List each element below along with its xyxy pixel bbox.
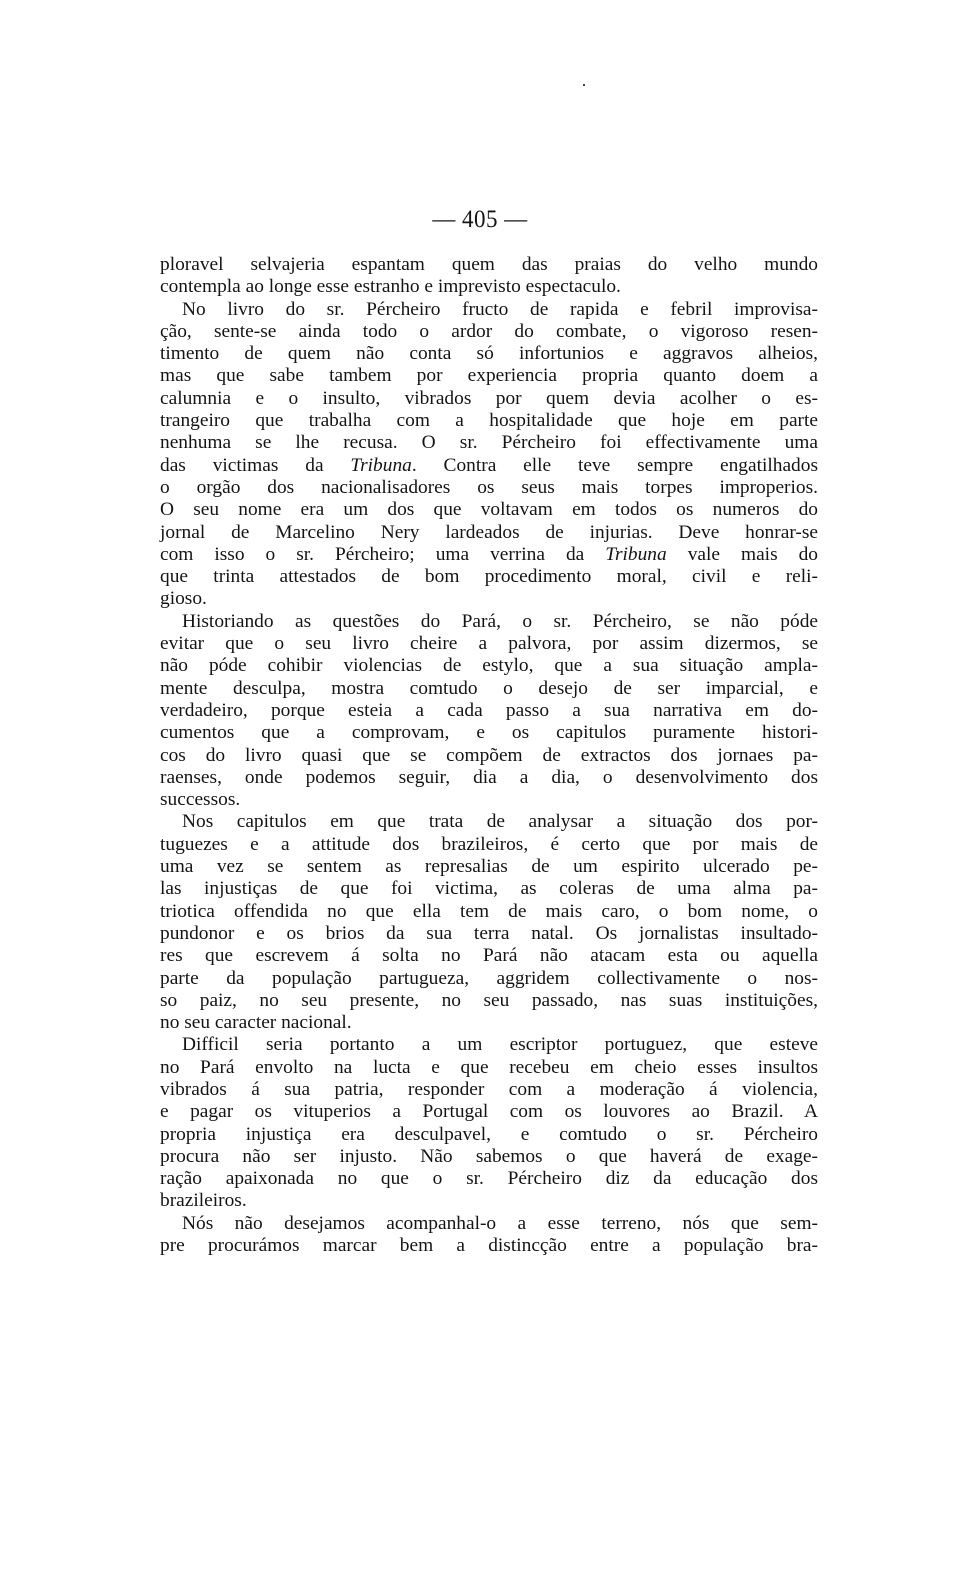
text-line: uma vez se sentem as represalias de um espirito ulcerado pe- [160, 856, 818, 878]
page-number: — 405 — [432, 206, 528, 233]
text-line: das victimas da Tribuna. Contra elle teve sempre engatilhados [160, 454, 818, 476]
paragraph [160, 1213, 818, 1258]
text-line: ploravel selvajeria espantam quem das praias do velho mundo [160, 254, 818, 275]
text-line: pundonor e os brios da sua terra natal. Os jornalistas insultado- [160, 922, 818, 944]
body-text [160, 254, 818, 1257]
italic-title: Tribuna [605, 543, 667, 565]
text-line: o orgão dos nacionalisadores os seus mais torpes improperios. [160, 476, 818, 498]
text-line: cumentos que a comprovam, e os capitulos puramente histori- [160, 722, 818, 744]
text-line: nenhuma se lhe recusa. O sr. Pércheiro foi effectivamente uma [160, 432, 818, 454]
scan-speck [583, 84, 585, 86]
text-line: las injustiças de que foi victima, as coleras de uma alma pa- [160, 878, 818, 900]
text-line: com isso o sr. Pércheiro; uma verrina da Tribuna vale mais do [160, 543, 818, 565]
text-line: raenses, onde podemos seguir, dia a dia, o desenvolvimento dos [160, 766, 818, 788]
text-line: ração apaixonada no que o sr. Pércheiro diz da educação dos [160, 1168, 818, 1190]
text-line: Historiando as questões do Pará, o sr. Pércheiro, se não póde [182, 610, 818, 632]
paragraph [160, 1034, 818, 1212]
text-line: no Pará envolto na lucta e que recebeu em cheio esses insultos [160, 1056, 818, 1078]
text-line: parte da população partugueza, aggridem collectivamente o nos- [160, 967, 818, 989]
text-line: Difficil seria portanto a um escriptor portuguez, que esteve [182, 1034, 818, 1056]
text-line: propria injustiça era desculpavel, e comtudo o sr. Pércheiro [160, 1123, 818, 1145]
text-line: mas que sabe tambem por experiencia propria quanto doem a [160, 365, 818, 387]
text-line: pre procurámos marcar bem a distincção entre a população bra- [160, 1235, 818, 1257]
text-line: triotica offendida no que ella tem de mais caro, o bom nome, o [160, 900, 818, 922]
text-line: tuguezes e a attitude dos brazileiros, é certo que por mais de [160, 833, 818, 855]
text-line: não póde cohibir violencias de estylo, que a sua situação ampla- [160, 655, 818, 677]
text-line: timento de quem não conta só infortunios e aggravos alheios, [160, 343, 818, 365]
text-line: Nós não desejamos acompanhal-o a esse terreno, nós que sem- [182, 1212, 818, 1234]
text-line: que trinta attestados de bom procedimento moral, civil e reli- [160, 566, 818, 588]
text-line: ção, sente-se ainda todo o ardor do combate, o vigoroso resen- [160, 320, 818, 342]
text-line: contempla ao longe esse estranho e imprevisto espectaculo. [160, 276, 621, 298]
text-line: gioso. [160, 588, 207, 610]
text-line: jornal de Marcelino Nery lardeados de injurias. Deve honrar-se [160, 521, 818, 543]
text-line: procura não ser injusto. Não sabemos o que haverá de exage- [160, 1145, 818, 1167]
text-line: calumnia e o insulto, vibrados por quem devia acolher o es- [160, 387, 818, 409]
text-line: successos. [160, 789, 241, 811]
italic-title: Tribuna [350, 454, 412, 476]
text-line: vibrados á sua patria, responder com a moderação á violencia, [160, 1078, 818, 1100]
paragraph [160, 299, 818, 611]
text-line: so paiz, no seu presente, no seu passado, nas suas instituições, [160, 989, 818, 1011]
text-line: verdadeiro, porque esteia a cada passo a sua narrativa em do- [160, 699, 818, 721]
text-line: trangeiro que trabalha com a hospitalidade que hoje em parte [160, 410, 818, 432]
text-line: mente desculpa, mostra comtudo o desejo de ser imparcial, e [160, 677, 818, 699]
paragraph [160, 611, 818, 812]
text-line: No livro do sr. Pércheiro fructo de rapida e febril improvisa- [182, 298, 818, 320]
paragraph [160, 254, 818, 299]
text-line: Nos capitulos em que trata de analysar a situação dos por- [182, 811, 818, 833]
text-line: res que escrevem á solta no Pará não atacam esta ou aquella [160, 945, 818, 967]
text-line: e pagar os vituperios a Portugal com os louvores ao Brazil. A [160, 1101, 818, 1123]
text-line: evitar que o seu livro cheire a palvora, por assim dizermos, se [160, 633, 818, 655]
text-line: brazileiros. [160, 1190, 247, 1212]
paragraph [160, 811, 818, 1034]
text-line: O seu nome era um dos que voltavam em todos os numeros do [160, 499, 818, 521]
text-line: no seu caracter nacional. [160, 1012, 352, 1034]
text-line: cos do livro quasi que se compõem de extractos dos jornaes pa- [160, 744, 818, 766]
